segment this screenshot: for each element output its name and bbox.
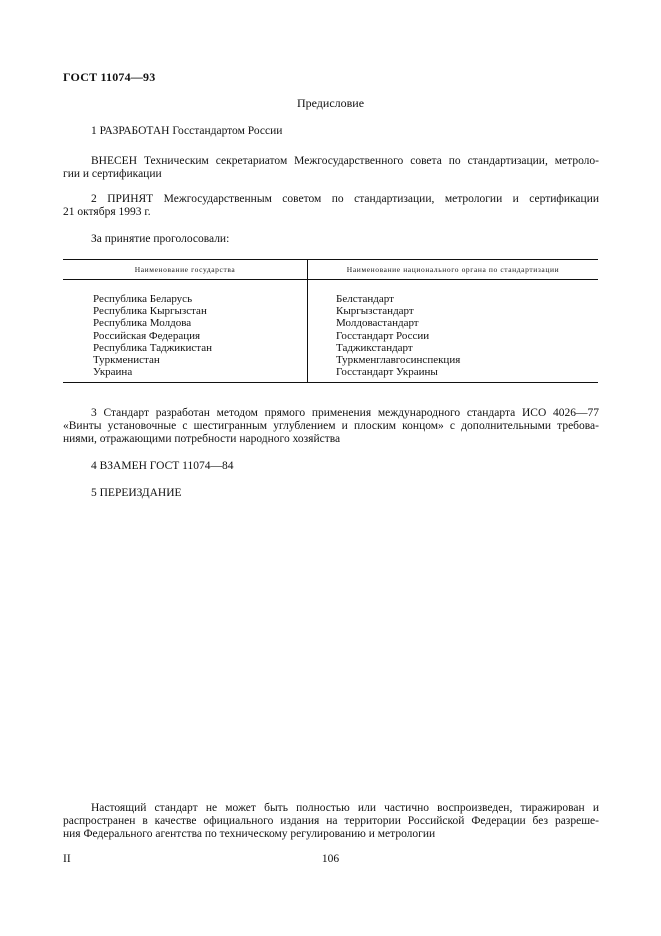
- table-header-row: [63, 260, 598, 280]
- voting-table: [63, 259, 598, 383]
- column-header-body: Наименование национального органа по стандартизации: [308, 260, 599, 280]
- standards-body-name: Таджикстандарт: [336, 341, 413, 354]
- standards-body-name: Госстандарт Украины: [336, 366, 438, 379]
- state-name: Республика Кыргызстан: [93, 305, 207, 318]
- state-name: Республика Таджикистан: [93, 341, 212, 354]
- state-name: Туркменистан: [93, 354, 160, 367]
- paragraph-reissue: 5 ПЕРЕИЗДАНИЕ: [91, 487, 182, 499]
- copyright-notice-line: распространен в качестве официального издания на территории Российской Федерации без разреше-: [63, 815, 599, 827]
- document-code: ГОСТ 11074—93: [63, 70, 156, 84]
- copyright-notice-line: ния Федерального агентства по техническому регулированию и метрологии: [63, 828, 436, 840]
- voted-label: За принятие проголосовали:: [91, 233, 230, 245]
- copyright-notice: [63, 802, 599, 841]
- paragraph-introduced-line: ВНЕСЕН Техническим секретариатом Межгосударственного совета по стандартизации, метроло-: [91, 155, 599, 167]
- paragraph-adopted-line: 2 ПРИНЯТ Межгосударственным советом по стандартизации, метрологии и сертификации: [91, 193, 599, 205]
- paragraph-adopted: [63, 193, 599, 219]
- paragraph-replaces: 4 ВЗАМЕН ГОСТ 11074—84: [91, 460, 234, 472]
- page-roman-numeral: II: [63, 853, 71, 865]
- copyright-notice-line: Настоящий стандарт не может быть полностью или частично воспроизведен, тиражирован и: [91, 802, 599, 814]
- standards-body-name: Белстандарт: [336, 293, 394, 305]
- state-name: Российская Федерация: [93, 329, 201, 342]
- paragraph-developed: 1 РАЗРАБОТАН Госстандартом России: [91, 125, 283, 137]
- paragraph-method-line: «Винты установочные с шестигранным углублением и плоским концом» с дополнительными требова-: [63, 420, 599, 432]
- paragraph-method: [63, 407, 599, 446]
- standards-body-name: Кыргызстандарт: [336, 305, 414, 318]
- paragraph-adopted-line: 21 октября 1993 г.: [63, 206, 151, 218]
- standards-body-name: Молдовастандарт: [336, 317, 419, 330]
- page-title: Предисловие: [296, 96, 365, 110]
- states-column: [63, 280, 308, 383]
- standards-body-name: Туркменглавгосинспекция: [336, 354, 461, 367]
- page-number: 106: [321, 853, 340, 865]
- paragraph-introduced-line: гии и сертификации: [63, 168, 162, 180]
- state-name: Республика Беларусь: [93, 293, 193, 305]
- state-name: Республика Молдова: [93, 317, 192, 330]
- standards-body-name: Госстандарт России: [336, 329, 430, 342]
- state-name: Украина: [93, 366, 133, 379]
- column-header-state: Наименование государства: [63, 260, 308, 280]
- table-row: [63, 280, 598, 383]
- bodies-column: [308, 280, 599, 383]
- paragraph-method-line: ниями, отражающими потребности народного хозяйства: [63, 433, 341, 445]
- paragraph-introduced: [63, 155, 599, 181]
- paragraph-method-line: 3 Стандарт разработан методом прямого применения международного стандарта ИСО 4026—77: [91, 407, 599, 419]
